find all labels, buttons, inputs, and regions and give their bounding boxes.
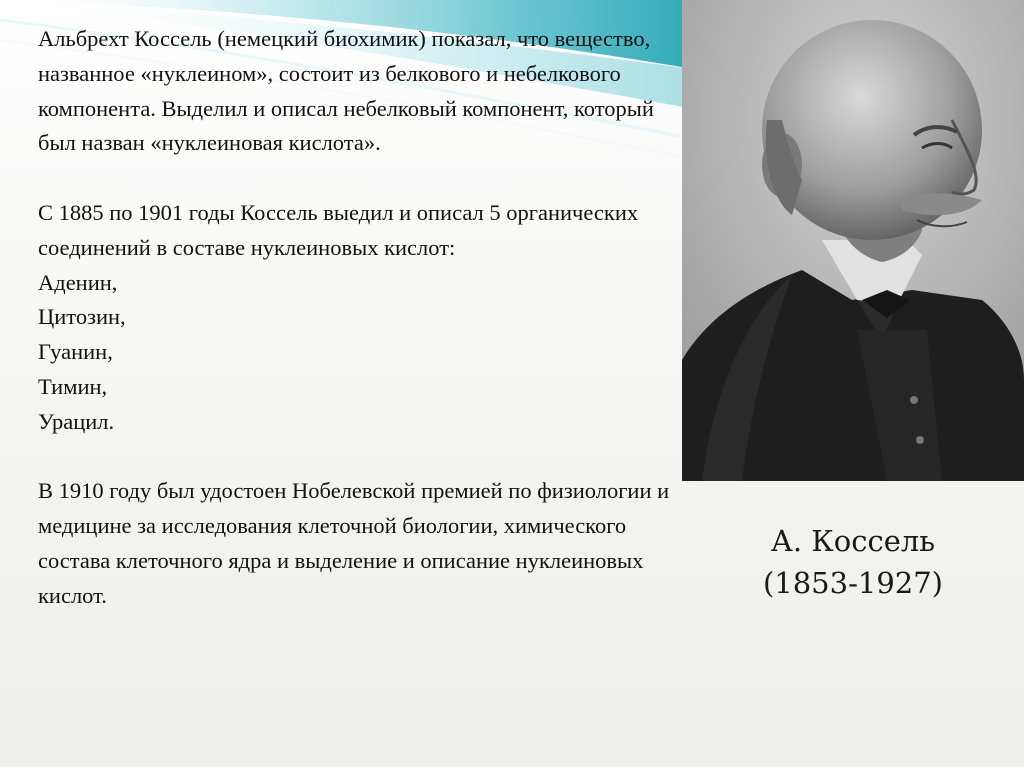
spacer: [38, 440, 678, 475]
portrait-caption: [682, 520, 1024, 604]
nobel-paragraph: В 1910 году был удостоен Нобелевской премией по физиологии и медицине за исследования клеточной биологии, химического состава клеточного ядра и выделение и описание нуклеиновых кислот.: [38, 478, 670, 608]
portrait-photo: [682, 0, 1024, 481]
intro-paragraph: Альбрехт Коссель (немецкий биохимик) показал, что вещество, названное «нуклеином», состоит из белкового и небелкового компонента. Выделил и описал небелковый компонент, который был назван «нуклеиновая кислота».: [38, 26, 654, 156]
caption-years: (1853-1927): [762, 566, 944, 600]
compounds-intro: С 1885 по 1901 годы Коссель выедил и описал 5 органических соединений в составе нуклеиновых кислот:: [38, 199, 639, 260]
list-item: Аденин,: [38, 269, 118, 295]
list-item: Цитозин,: [38, 304, 126, 330]
compounds-list: [38, 266, 678, 440]
spacer: [38, 161, 678, 196]
caption-name: А. Коссель: [770, 524, 936, 558]
list-item: Гуанин,: [38, 339, 113, 365]
main-text: [38, 22, 678, 614]
list-item: Тимин,: [38, 373, 108, 399]
list-item: Урацил.: [38, 408, 115, 434]
portrait-image: [682, 0, 1024, 481]
